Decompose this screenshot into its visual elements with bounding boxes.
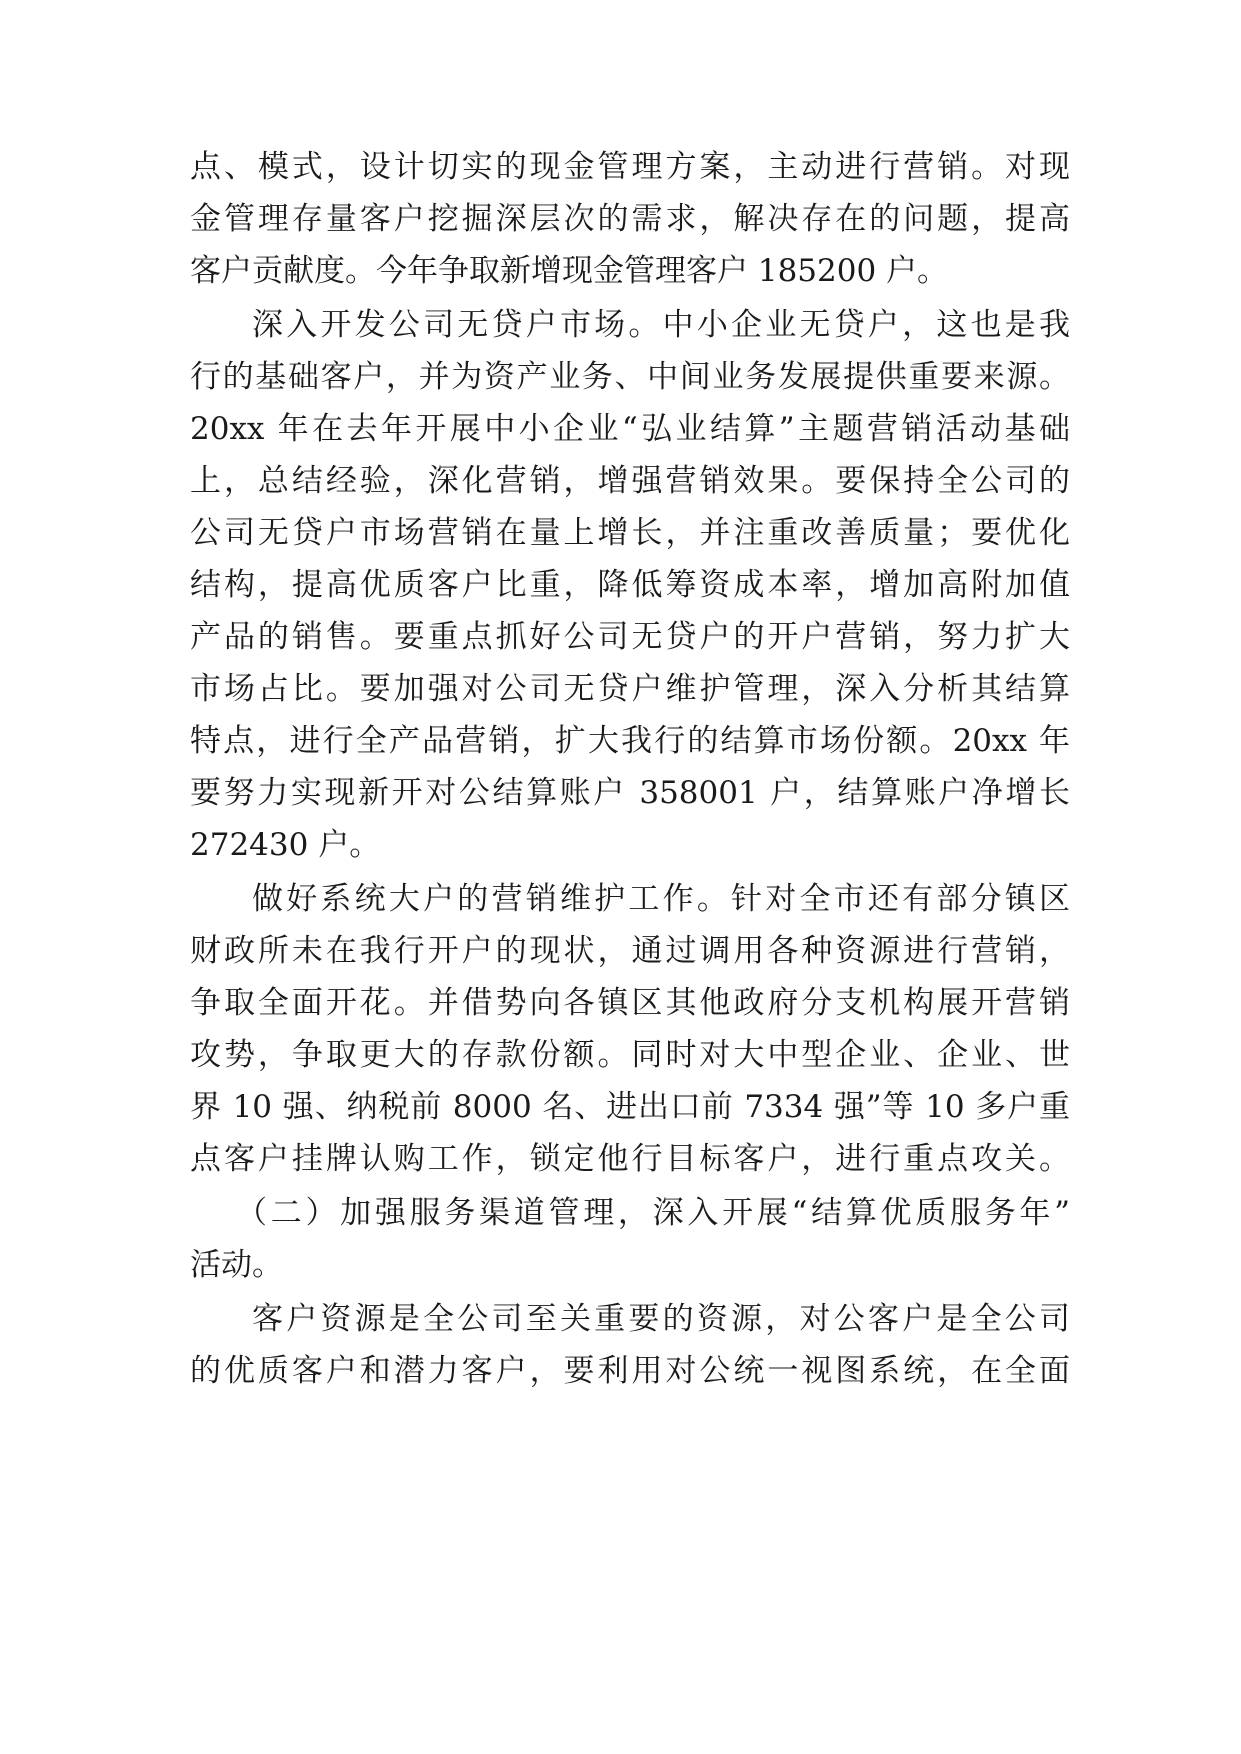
- text-line: 活动。: [190, 1247, 283, 1283]
- text-line: 特点，进行全产品营销，扩大我行的结算市场份额。20xx 年: [190, 723, 1070, 759]
- text-line: 公司无贷户市场营销在量上增长，并注重改善质量；要优化: [190, 515, 1070, 551]
- text-line: 界 10 强、纳税前 8000 名、进出口前 7334 强”等 10 多户重: [190, 1089, 1070, 1125]
- text-line: 要努力实现新开对公结算账户 358001 户，结算账户净增长: [190, 775, 1070, 811]
- text-line: 272430 户。: [190, 827, 381, 863]
- text-line: 20xx 年在去年开展中小企业“弘业结算”主题营销活动基础: [190, 411, 1070, 447]
- text-line: 争取全面开花。并借势向各镇区其他政府分支机构展开营销: [190, 985, 1070, 1021]
- text-line: 深入开发公司无贷户市场。中小企业无贷户，这也是我: [252, 307, 1070, 343]
- text-line: 产品的销售。要重点抓好公司无贷户的开户营销，努力扩大: [190, 619, 1070, 655]
- text-line: 的优质客户和潜力客户，要利用对公统一视图系统，在全面: [190, 1353, 1070, 1389]
- text-line: 市场占比。要加强对公司无贷户维护管理，深入分析其结算: [190, 671, 1070, 707]
- text-line: 点客户挂牌认购工作，锁定他行目标客户，进行重点攻关。: [190, 1141, 1070, 1177]
- text-line: 行的基础客户，并为资产业务、中间业务发展提供重要来源。: [190, 359, 1070, 395]
- text-line: 客户资源是全公司至关重要的资源，对公客户是全公司: [252, 1301, 1070, 1337]
- text-line: 攻势，争取更大的存款份额。同时对大中型企业、企业、世: [190, 1037, 1070, 1073]
- text-line: 上，总结经验，深化营销，增强营销效果。要保持全公司的: [190, 463, 1070, 499]
- text-line: 结构，提高优质客户比重，降低筹资成本率，增加高附加值: [190, 567, 1070, 603]
- text-line: （二）加强服务渠道管理，深入开展“结算优质服务年”: [236, 1195, 1070, 1231]
- text-line: 金管理存量客户挖掘深层次的需求，解决存在的问题，提高: [190, 201, 1070, 237]
- text-line: 做好系统大户的营销维护工作。针对全市还有部分镇区: [252, 881, 1070, 917]
- text-line: 客户贡献度。今年争取新增现金管理客户 185200 户。: [190, 253, 949, 289]
- text-line: 点、模式，设计切实的现金管理方案，主动进行营销。对现: [190, 149, 1070, 185]
- text-line: 财政所未在我行开户的现状，通过调用各种资源进行营销，: [190, 933, 1070, 969]
